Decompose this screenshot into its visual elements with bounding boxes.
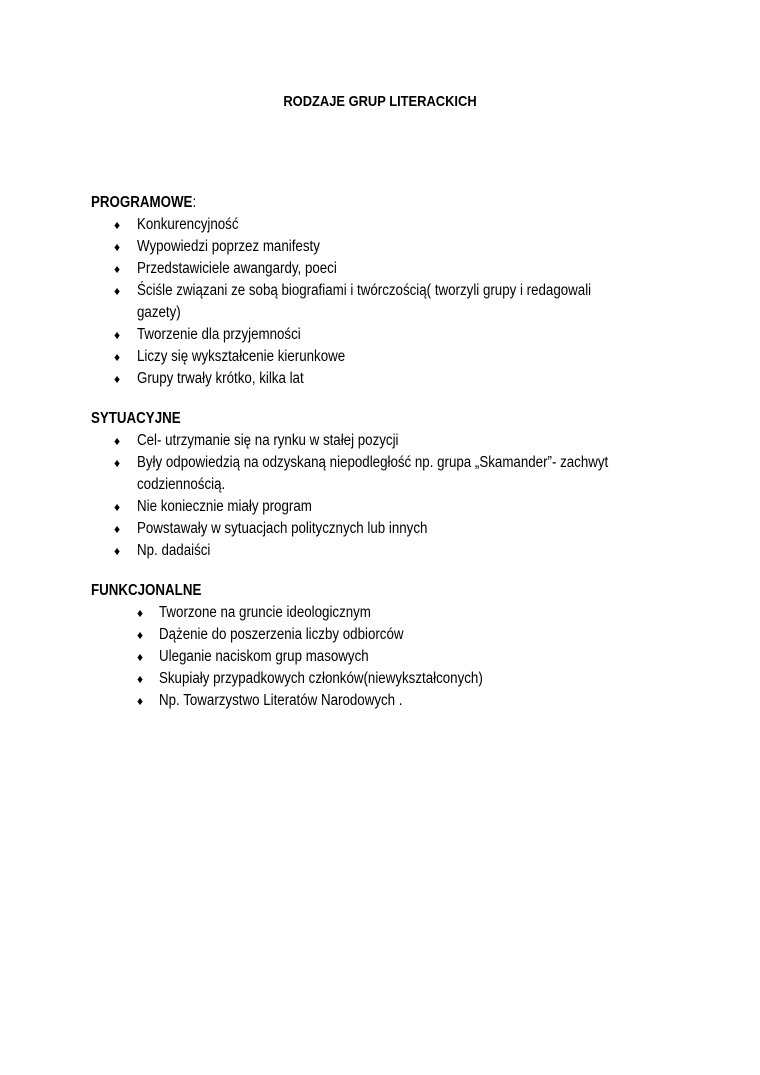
section-heading-label: PROGRAMOWE [91,194,193,211]
list-item-text: Przedstawiciele awangardy, poeci [137,260,337,277]
section-sytuacyjne [91,408,691,562]
list-item [91,496,691,518]
section-heading-suffix: : [192,194,197,211]
diamond-bullet-icon: ♦ [114,500,121,514]
list-item-text: Np. Towarzystwo Literatów Narodowych . [159,692,403,709]
bullet-list [91,602,691,712]
list-item-text: Cel- utrzymanie się na rynku w stałej pozycji [137,432,399,449]
diamond-bullet-icon: ♦ [137,672,144,686]
diamond-bullet-icon: ♦ [114,218,121,232]
list-item [91,624,691,646]
section-heading [91,580,607,602]
diamond-bullet-icon: ♦ [114,372,121,386]
diamond-bullet-icon: ♦ [114,240,121,254]
list-item [91,668,691,690]
list-item-text: Liczy się wykształcenie kierunkowe [137,348,346,365]
list-item [91,368,691,390]
bullet-list [91,430,691,562]
bullet-list [91,214,691,390]
list-item-text: Dążenie do poszerzenia liczby odbiorców [159,626,404,643]
list-item-text: Powstawały w sytuacjach politycznych lub innych [137,520,428,537]
section-programowe [91,192,691,390]
list-item-text: Tworzenie dla przyjemności [137,326,301,343]
list-item [91,214,691,236]
diamond-bullet-icon: ♦ [114,262,121,276]
list-item [91,280,691,324]
diamond-bullet-icon: ♦ [114,284,121,298]
list-item [91,324,691,346]
section-funkcjonalne [91,580,691,712]
list-item [91,258,691,280]
list-item-text-continuation: gazety) [137,304,181,321]
list-item [91,430,691,452]
list-item [91,236,691,258]
list-item [91,690,691,712]
list-item [91,346,691,368]
list-item-text-continuation: codziennością. [137,476,226,493]
diamond-bullet-icon: ♦ [114,544,121,558]
diamond-bullet-icon: ♦ [137,650,144,664]
list-item-text: Były odpowiedzią na odzyskaną niepodległość np. grupa „Skamander”- zachwyt [137,454,609,471]
list-item [91,646,691,668]
section-heading [91,192,607,214]
diamond-bullet-icon: ♦ [137,606,144,620]
list-item [91,602,691,624]
diamond-bullet-icon: ♦ [137,694,144,708]
section-heading-label: SYTUACYJNE [91,410,181,427]
list-item [91,540,691,562]
diamond-bullet-icon: ♦ [114,456,121,470]
list-item-text: Konkurencyjność [137,216,239,233]
list-item-text: Nie koniecznie miały program [137,498,312,515]
list-item-text: Ściśle związani ze sobą biografiami i twórczością( tworzyli grupy i redagowali [137,282,592,299]
list-item-text: Skupiały przypadkowych członków(niewykształconych) [159,670,483,687]
diamond-bullet-icon: ♦ [137,628,144,642]
list-item-text: Np. dadaiści [137,542,211,559]
section-heading [91,408,607,430]
diamond-bullet-icon: ♦ [114,522,121,536]
page-title: RODZAJE GRUP LITERACKICH [283,93,477,110]
list-item-text: Uleganie naciskom grup masowych [159,648,369,665]
list-item [91,518,691,540]
diamond-bullet-icon: ♦ [114,350,121,364]
list-item-text: Tworzone na gruncie ideologicznym [159,604,371,621]
list-item-text: Grupy trwały krótko, kilka lat [137,370,304,387]
list-item [91,452,691,496]
diamond-bullet-icon: ♦ [114,328,121,342]
section-heading-label: FUNKCJONALNE [91,582,202,599]
list-item-text: Wypowiedzi poprzez manifesty [137,238,320,255]
diamond-bullet-icon: ♦ [114,434,121,448]
